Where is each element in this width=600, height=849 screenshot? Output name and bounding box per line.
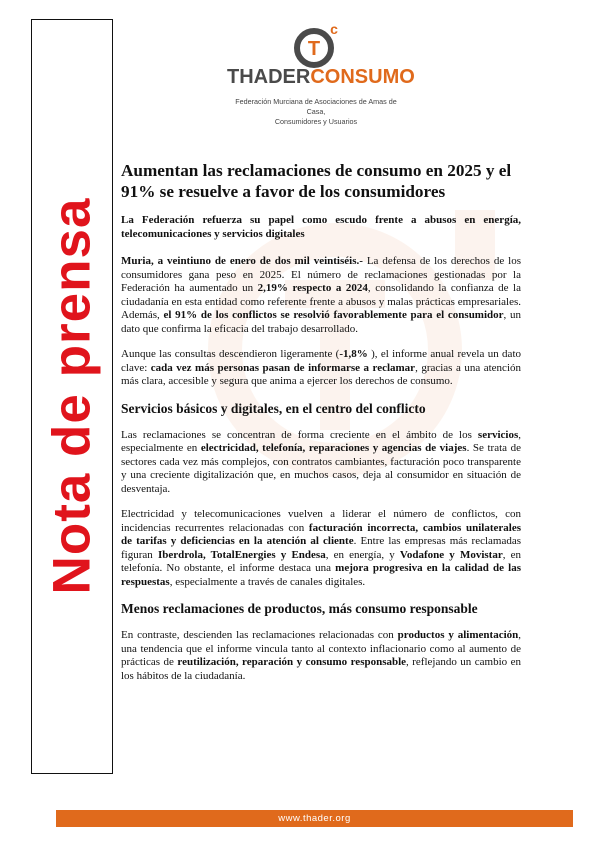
thader-logo <box>225 20 415 126</box>
text-run: , una tendencia que el informe vincula tanto al contexto inflacionario como al aumento de prácticas de <box>121 629 521 668</box>
logo-wordmark <box>227 66 415 89</box>
bold-text-run: reutilización, reparación y consumo responsable <box>177 656 407 668</box>
bold-text-run: servicios <box>477 428 519 441</box>
section-heading-servicios: Servicios básicos y digitales, en el centro del conflicto <box>121 400 426 416</box>
bold-text-run: mejora progresiva en la calidad de las respuestas <box>121 562 522 588</box>
logo-mark-letter: T <box>307 38 321 60</box>
paragraph-servicios <box>121 429 521 497</box>
article-title: Aumentan las reclamaciones de consumo en 2025 y el 91% se resuelve a favor de los consumidores <box>121 161 512 201</box>
bold-text-run: productos y alimentación <box>397 629 519 641</box>
article <box>121 160 521 695</box>
paragraph-electricidad <box>121 508 521 589</box>
logo-tagline-line2: Consumidores y Usuarios <box>274 117 358 126</box>
bold-text-run: 2,19% respecto a 2024 <box>257 282 368 294</box>
bold-text-run: Vodafone y Movistar <box>399 548 503 561</box>
bold-text-run: cada vez más personas pasan de informarse a reclamar <box>150 361 416 374</box>
paragraph-productos <box>121 629 521 683</box>
logo-tagline-line1: Federación Murciana de Asociaciones de Amas de Casa, <box>235 97 397 116</box>
bold-text-run: electricidad, telefonía, reparaciones y agencias de viajes <box>200 442 467 454</box>
text-run: En contraste, descienden las reclamaciones relacionadas con <box>121 629 398 641</box>
logo-word-consumo: CONSUMO <box>310 66 415 88</box>
text-run: , especialmente en <box>121 428 521 454</box>
bold-text-run: Muria, a veintiuno de enero de dos mil veintiséis.- <box>121 255 363 267</box>
text-run: Electricidad y telecomunicaciones vuelven a liderar el número de conflictos, con incidencias recurrentes relacionadas con <box>121 508 521 534</box>
bold-text-run: el 91% de los conflictos se resolvió favorablemente para el consumidor <box>163 309 504 321</box>
text-run: , en energía, y <box>325 548 400 561</box>
logo-tagline <box>225 97 407 127</box>
paragraph-consultas <box>121 348 521 389</box>
paragraph-intro <box>121 255 521 336</box>
footer-bar <box>56 810 573 827</box>
text-run: La defensa de los derechos de los consumidores gana peso en 2025. El número de reclamaciones gestionadas por la Federación ha aumentado un <box>121 255 521 294</box>
bold-text-run: -1,8% <box>339 348 368 360</box>
text-run: . Se trata de sectores cada vez más complejos, con contratos cambiantes, facturación poco transparente y una creciente digitalización que, en muchos casos, deja al consumidor en situación de desventaja. <box>121 442 521 495</box>
text-run: , especialmente a través de canales digitales. <box>169 575 366 588</box>
logo-mark-sup: c <box>330 22 338 37</box>
text-run: , un dato que confirma la eficacia del trabajo desarrollado. <box>121 309 521 335</box>
text-run: , reflejando un cambio en los hábitos de la ciudadanía. <box>121 656 521 682</box>
text-run: Las reclamaciones se concentran de forma creciente en el ámbito de los <box>121 428 478 441</box>
footer-url[interactable]: www.thader.org <box>278 813 351 824</box>
bold-text-run: Iberdrola, TotalEnergies y Endesa <box>157 548 326 561</box>
text-run: , gracias a una atención más clara, accesible y segura que anima a ejercer los derechos de consumo. <box>121 361 521 387</box>
text-run: . Entre las empresas más reclamadas figuran <box>121 535 521 561</box>
section-heading-productos: Menos reclamaciones de productos, más consumo responsable <box>121 601 478 616</box>
text-run: ), el informe anual revela un dato clave: <box>121 348 521 374</box>
thader-mark-icon <box>292 22 342 72</box>
bold-text-run: facturación incorrecta, cambios unilaterales de tarifas y deficiencias en la atención al cliente <box>121 521 522 547</box>
vertical-title: Nota de prensa <box>42 197 102 595</box>
article-subtitle: La Federación refuerza su papel como escudo frente a abusos en energía, telecomunicaciones y servicios digitales <box>121 214 521 240</box>
logo-word-thader: THADER <box>227 66 311 88</box>
text-run: , consolidando la confianza de la ciudadanía en esta entidad como referente frente a abusos y malas prácticas empresariales. Además, <box>121 282 521 321</box>
text-run: Aunque las consultas descendieron ligeramente ( <box>121 348 340 360</box>
text-run: , en telefonía. No obstante, el informe destaca una <box>121 548 522 574</box>
